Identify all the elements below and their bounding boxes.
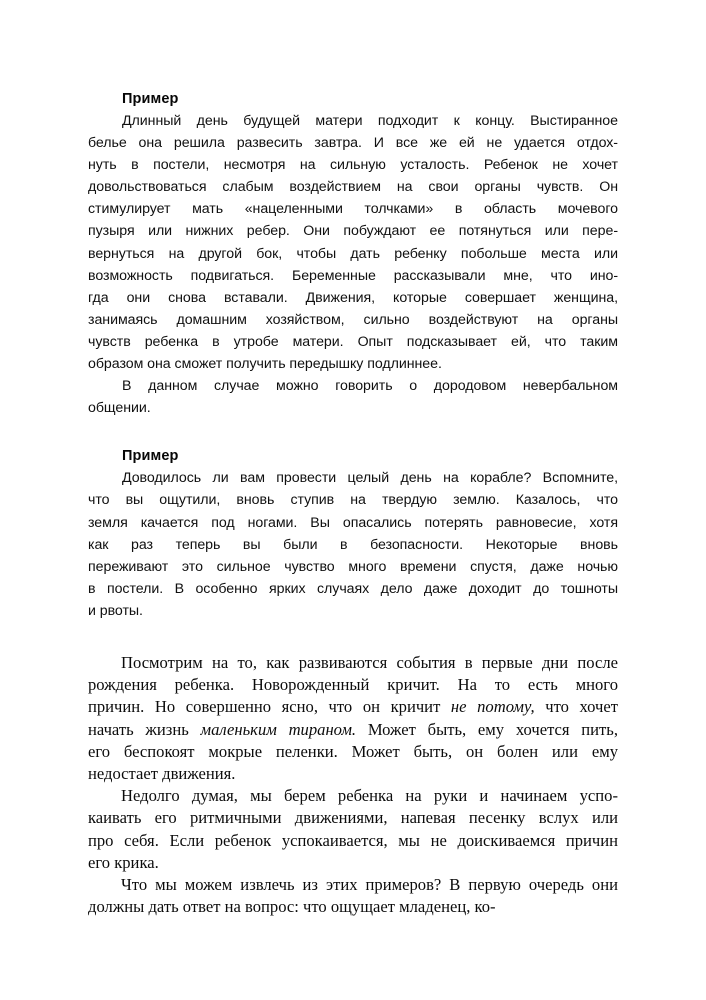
text-line: Посмотрим на то, как развиваются события в первые дни после xyxy=(121,652,618,672)
text-line: про себя. Если ребенок успокаивается, мы не доискиваемся причин xyxy=(88,830,618,850)
example-two-paragraph xyxy=(88,467,618,622)
text-line: недостает движения. xyxy=(88,763,236,783)
text-line: вернуться на другой бок, чтобы дать ребенку побольше места или xyxy=(88,245,618,262)
body-section xyxy=(88,652,618,918)
body-paragraph-three xyxy=(88,874,618,918)
text-line: Доводилось ли вам провести целый день на корабле? Вспомните, xyxy=(122,470,618,487)
text-line: возможность подвигаться. Беременные рассказывали мне, что ино- xyxy=(88,267,618,284)
text-line-with-italic xyxy=(88,696,618,718)
text-line: Что мы можем извлечь из этих примеров? В первую очередь они xyxy=(121,875,618,894)
text-line: Недолго думая, мы берем ребенка на руки и начинаем успо- xyxy=(121,786,618,806)
text-line: в постели. В особенно ярких случаях дело даже доходит до тошноты xyxy=(88,580,618,597)
text-line: нуть в постели, несмотря на сильную усталость. Ребенок не хочет xyxy=(88,157,618,174)
text-run: что хочет xyxy=(534,697,619,717)
body-paragraph-one xyxy=(88,652,618,785)
text-line: чувств ребенка в утробе матери. Опыт подсказывает ей, что таким xyxy=(88,333,618,350)
example-one-closing-paragraph xyxy=(88,375,618,419)
text-line: что вы ощутили, вновь ступив на твердую землю. Казалось, что xyxy=(88,492,618,509)
text-line: как раз теперь вы были в безопасности. Некоторые вновь xyxy=(88,536,618,553)
page-text-block xyxy=(88,88,618,918)
text-line: довольствоваться слабым воздействием на свои органы чувств. Он xyxy=(88,179,618,196)
text-line: должны дать ответ на вопрос: что ощущает младенец, ко- xyxy=(88,897,496,917)
text-line: его крика. xyxy=(88,852,159,872)
text-run: начать жизнь xyxy=(88,719,201,739)
italic-phrase-ne-potomu: не потому, xyxy=(450,697,535,717)
text-line: переживают это сильное чувство много времени спустя, даже ночью xyxy=(88,558,618,575)
text-line: гда они снова вставали. Движения, которые совершает женщина, xyxy=(88,289,618,306)
text-run: причин. Но совершенно ясно, что он кричит xyxy=(88,697,451,717)
text-line-with-italic xyxy=(88,719,618,741)
example-one-heading: Пример xyxy=(122,91,179,107)
text-line: В данном случае можно говорить о дородовом невербальном xyxy=(122,378,618,395)
text-line: и рвоты. xyxy=(88,602,143,619)
text-line: земля качается под ногами. Вы опасались потерять равновесие, хотя xyxy=(88,514,618,531)
text-line: каивать его ритмичными движениями, напевая песенку вслух или xyxy=(88,808,618,828)
body-paragraph-two xyxy=(88,785,618,874)
body-spacer xyxy=(88,622,618,652)
text-line: белье она решила развесить завтра. И все же ей не удается отдох- xyxy=(88,135,618,152)
example-two-heading: Пример xyxy=(122,448,179,465)
example-one-paragraph xyxy=(88,110,618,375)
text-line: Длинный день будущей матери подходит к концу. Выстиранное xyxy=(122,113,618,129)
example-section-one xyxy=(88,88,618,419)
text-line: его беспокоят мокрые пеленки. Может быть, он болен или ему xyxy=(88,741,618,761)
text-line: общении. xyxy=(88,400,151,417)
italic-phrase-malenkim-tiranom: маленьким тираном. xyxy=(200,719,357,739)
example-section-two xyxy=(88,445,618,622)
text-line: занимаясь домашним хозяйством, сильно воздействуют на органы xyxy=(88,311,618,328)
text-line: стимулирует мать «нацеленными толчками» в область мочевого xyxy=(88,201,618,218)
text-run: Может быть, ему хочется пить, xyxy=(356,719,618,739)
text-line: пузыря или нижних ребер. Они побуждают ее потянуться или пере- xyxy=(88,223,618,240)
text-line: образом она сможет получить передышку подлиннее. xyxy=(88,356,442,373)
text-line: рождения ребенка. Новорожденный кричит. На то есть много xyxy=(88,675,618,695)
section-spacer xyxy=(88,419,618,445)
